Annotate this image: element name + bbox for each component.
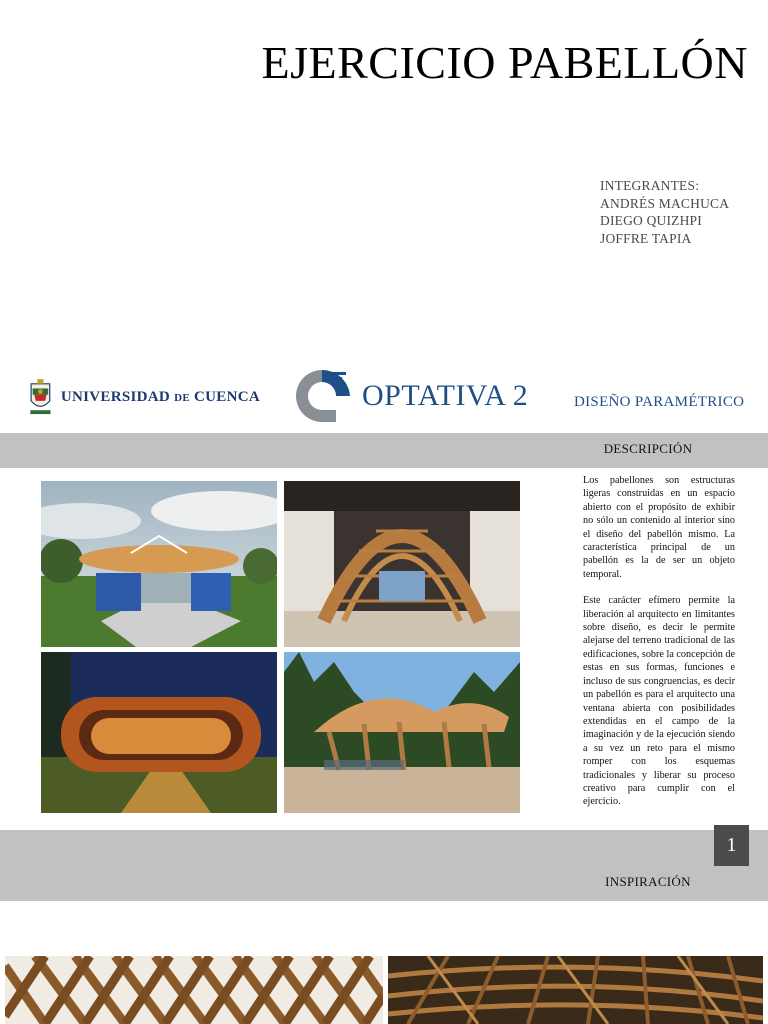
university-crest-icon <box>28 372 53 422</box>
inspiration-heading: INSPIRACIÓN <box>605 874 691 889</box>
members-label: INTEGRANTES: <box>600 178 700 193</box>
inspiration-photo <box>5 956 383 1024</box>
university-name: UNIVERSIDAD DE CUENCA <box>60 388 260 405</box>
pavilion-photo <box>41 481 277 647</box>
description-heading: DESCRIPCIÓN <box>603 441 693 456</box>
faculty-logo-icon <box>292 366 354 424</box>
member-name: ANDRÉS MACHUCA <box>600 195 730 211</box>
description-paragraph: Este carácter efímero permite la liberación al arquitecto en limitantes sobre diseño, es decir le permite alejarse del terreno tradicional de las edificaciones, sobre la concepción de estas en sus formas, funciones e incluso de sus congruencias, es decir un pabellón es para el arquitecto una ventana abierta con posibilidades extendidas en el campo de la imaginación y de la ejecución siendo a su vez un reto para el mismo romper con los esquemas tradicionales y liberar su proceso creativo para cumplir con el ejercicio. <box>583 595 735 808</box>
course-name: OPTATIVA 2 <box>362 379 529 412</box>
page-number: 1 <box>714 825 749 866</box>
inspiration-photo <box>388 956 763 1024</box>
page-title: EJERCICIO PABELLÓN <box>261 37 748 88</box>
pavilion-photo <box>284 481 520 647</box>
member-name: JOFFRE TAPIA <box>600 230 692 246</box>
pavilion-photo <box>284 652 520 813</box>
description-paragraph: Los pabellones son estructuras ligeras construidas en un espacio abierto con el propósito de exhibir no sólo un contenido al interior sino el diseño del pabellón mismo. La característica principal de un pabellón es la de ser un objeto temporal. <box>583 475 735 580</box>
members-block <box>600 177 729 247</box>
subject-name: DISEÑO PARAMÉTRICO <box>574 394 745 410</box>
section-band <box>0 830 768 901</box>
member-name: DIEGO QUIZHPI <box>600 213 702 228</box>
pavilion-photo <box>41 652 277 813</box>
description-text <box>583 474 735 822</box>
university-logo <box>28 370 260 424</box>
